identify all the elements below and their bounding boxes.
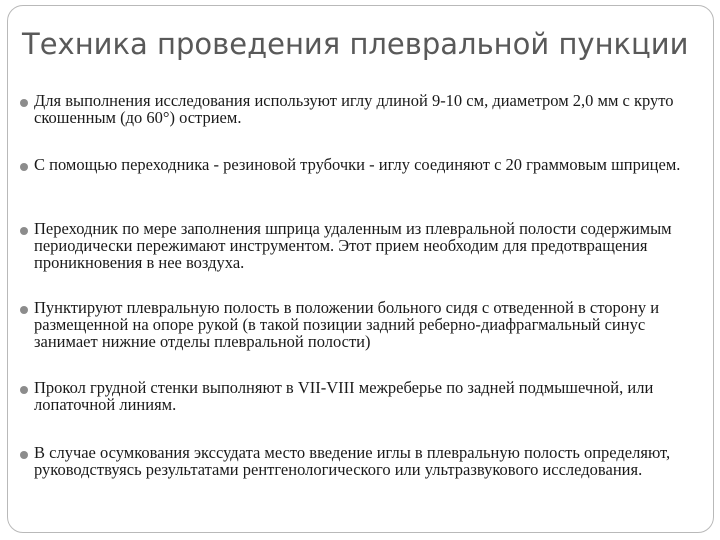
bullet-icon [20, 163, 28, 171]
slide-title: Техника проведения плевральной пункции [22, 27, 689, 61]
bullet-icon [20, 227, 28, 235]
bullet-item [20, 444, 704, 478]
bullet-text: В случае осумкования экссудата место введение иглы в плевральную полость определяют, руководствуясь результатами рентгенологического или ультразвукового исследования. [34, 443, 671, 479]
bullet-item [20, 156, 704, 173]
bullet-text: Переходник по мере заполнения шприца удаленным из плевральной полости содержимым периодически пережимают инструментом. Этот прием необходим для предотвращения проникновения в нее воздуха. [34, 219, 672, 272]
bullet-text: Пунктируют плевральную полость в положении больного сидя с отведенной в сторону и размещенной на опоре рукой (в такой позиции задний реберно-диафрагмальный синус занимает нижние отделы плевральной полости) [34, 298, 660, 351]
bullet-icon [20, 386, 28, 394]
bullet-text: Для выполнения исследования используют иглу длиной 9-10 см, диаметром 2,0 мм с круто скошенным (до 60°) острием. [34, 91, 674, 127]
bullet-icon [20, 99, 28, 107]
bullet-item [20, 92, 704, 126]
bullet-text: С помощью переходника - резиновой трубочки - иглу соединяют с 20 граммовым шприцем. [34, 155, 681, 174]
bullet-icon [20, 451, 28, 459]
bullet-icon [20, 306, 28, 314]
bullet-item [20, 379, 704, 413]
bullet-item [20, 220, 704, 271]
bullet-item [20, 299, 704, 350]
bullet-text: Прокол грудной стенки выполняют в VII-VIII межреберье по задней подмышечной, или лопаточной линиям. [34, 378, 654, 414]
